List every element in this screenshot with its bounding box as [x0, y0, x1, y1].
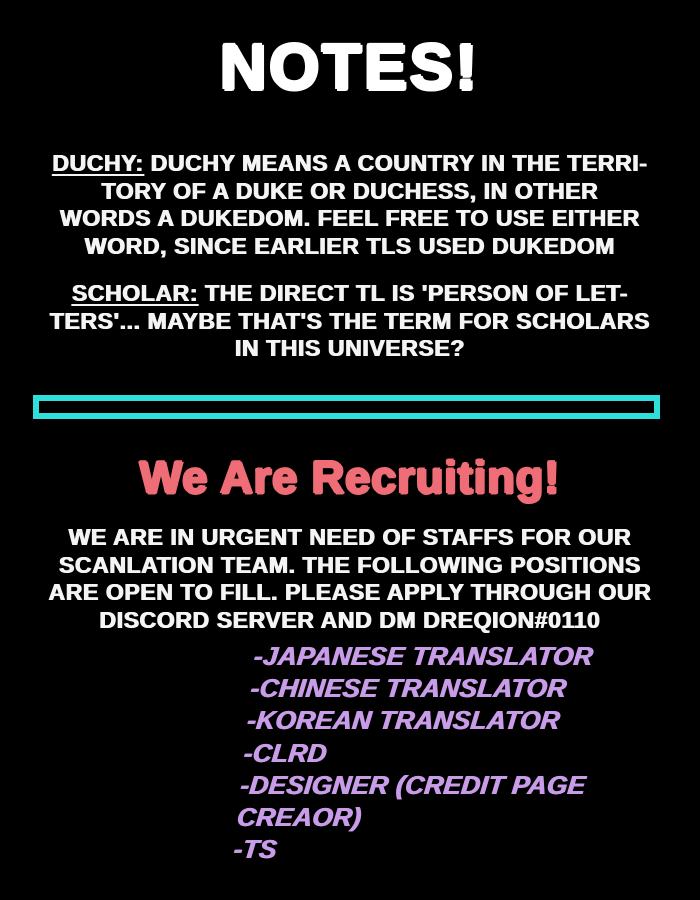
position-item: -JAPANESE TRANSLATOR: [252, 641, 595, 671]
page-title: NOTES!: [220, 31, 480, 103]
recruiting-body: [0, 524, 700, 634]
scholar-line-1: THE DIRECT TL IS 'PERSON OF LET-: [198, 280, 629, 306]
duchy-note: [0, 150, 700, 260]
position-item: -DESIGNER (CREDIT PAGE CREAOR): [235, 769, 588, 833]
duchy-line-2: TORY OF A DUKE OR DUCHESS, IN OTHER: [101, 177, 599, 204]
recruiting-body-line: ARE OPEN TO FILL. PLEASE APPLY THROUGH OUR: [48, 579, 652, 605]
duchy-note-line: [0, 150, 700, 178]
scholar-term: SCHOLAR:: [71, 280, 199, 306]
scholar-line-2: TERS'... MAYBE THAT'S THE TERM FOR SCHOLARS: [49, 307, 651, 334]
duchy-line-4: WORD, SINCE EARLIER TLS USED DUKEDOM: [84, 232, 616, 259]
scholar-note-line: [0, 280, 700, 308]
position-item: -TS: [232, 834, 279, 865]
position-item: -CHINESE TRANSLATOR: [249, 673, 569, 704]
duchy-term: DUCHY:: [52, 150, 144, 176]
position-item: -KOREAN TRANSLATOR: [245, 705, 562, 736]
position-item: -CLRD: [242, 737, 329, 768]
positions-list: [232, 640, 700, 865]
recruiting-body-line: WE ARE IN URGENT NEED OF STAFFS FOR OUR: [68, 524, 632, 550]
recruiting-title: We Are Recruiting!: [139, 452, 561, 503]
recruiting-body-line: DISCORD SERVER AND DM DREQION#0110: [99, 606, 601, 633]
duchy-line-3: WORDS A DUKEDOM. FEEL FREE TO USE EITHER: [60, 205, 640, 231]
recruiting-body-line: SCANLATION TEAM. THE FOLLOWING POSITIONS: [59, 551, 641, 578]
duchy-line-1: DUCHY MEANS A COUNTRY IN THE TERRI-: [143, 150, 648, 176]
scholar-note: [0, 280, 700, 363]
divider-bar: [33, 395, 660, 419]
scholar-line-3: IN THIS UNIVERSE?: [234, 335, 465, 361]
